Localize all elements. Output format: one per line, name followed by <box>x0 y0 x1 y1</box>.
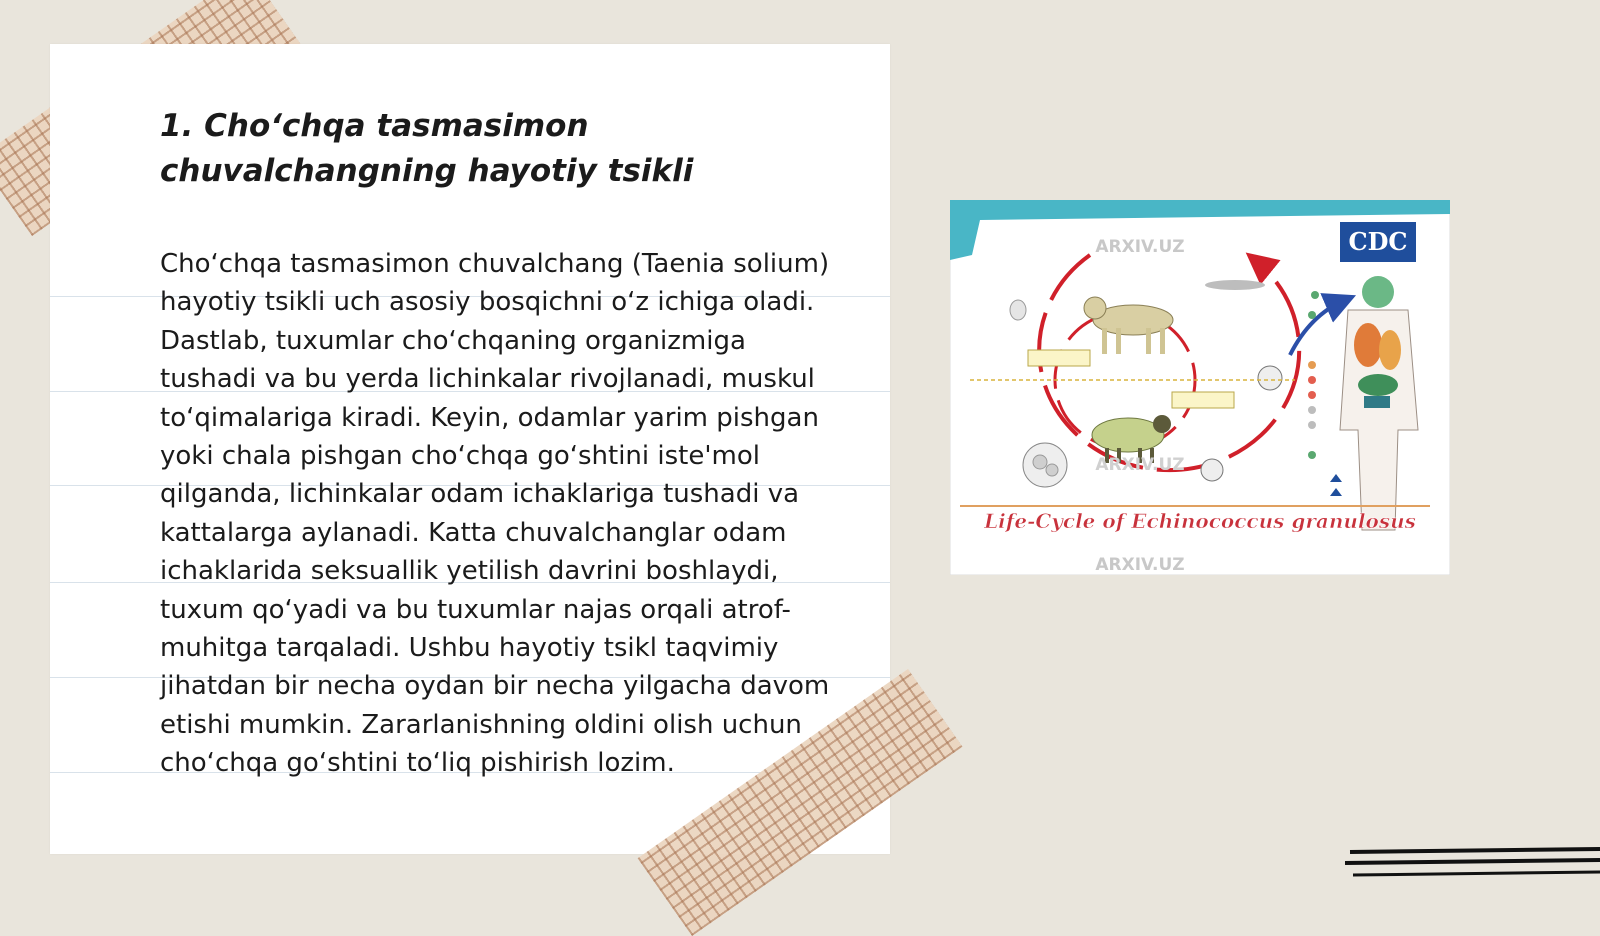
cdc-logo <box>1340 222 1416 262</box>
figure-caption: Life-Cycle of Echinococcus granulosus <box>984 509 1416 533</box>
slide-title: 1. Cho‘chqa tasmasimon chuvalchangning hayotiy tsikli <box>160 108 694 189</box>
svg-text:ARXIV.UZ: ARXIV.UZ <box>1095 455 1185 475</box>
svg-text:ARXIV.UZ: ARXIV.UZ <box>1095 237 1185 257</box>
life-cycle-figure <box>950 200 1450 575</box>
life-cycle-diagram <box>950 200 1450 575</box>
slide-body-text: Cho‘chqa tasmasimon chuvalchang (Taenia solium) hayotiy tsikli uch asosiy bosqichni o‘z ichiga oladi. Dastlab, tuxumlar cho‘chqaning organizmiga tushadi va bu yerda lichinkalar rivojlanadi, muskul to‘qimalariga kiradi. Keyin, odamlar yarim pishgan yoki chala pishgan cho‘chqa go‘shtini iste'mol qilganda, lichinkalar odam ichaklariga tushadi va kattalarga aylanadi. Katta chuvalchanglar odam ichaklarida seksuallik yetilish davrini boshlaydi, tuxum qo‘yadi va bu tuxumlar najas orqali atrof-muhitga tarqaladi. Ushbu hayotiy tsikl taqvimiy jihatdan bir necha oydan bir necha yilgacha davom etishi mumkin. Zararlanishning oldini olish uchun cho‘chqa go‘shtini to‘liq pishirish lozim. <box>160 249 830 779</box>
svg-text:CDC: CDC <box>1348 227 1408 256</box>
svg-text:ARXIV.UZ: ARXIV.UZ <box>1095 555 1185 575</box>
decorative-strokes <box>1345 845 1600 885</box>
